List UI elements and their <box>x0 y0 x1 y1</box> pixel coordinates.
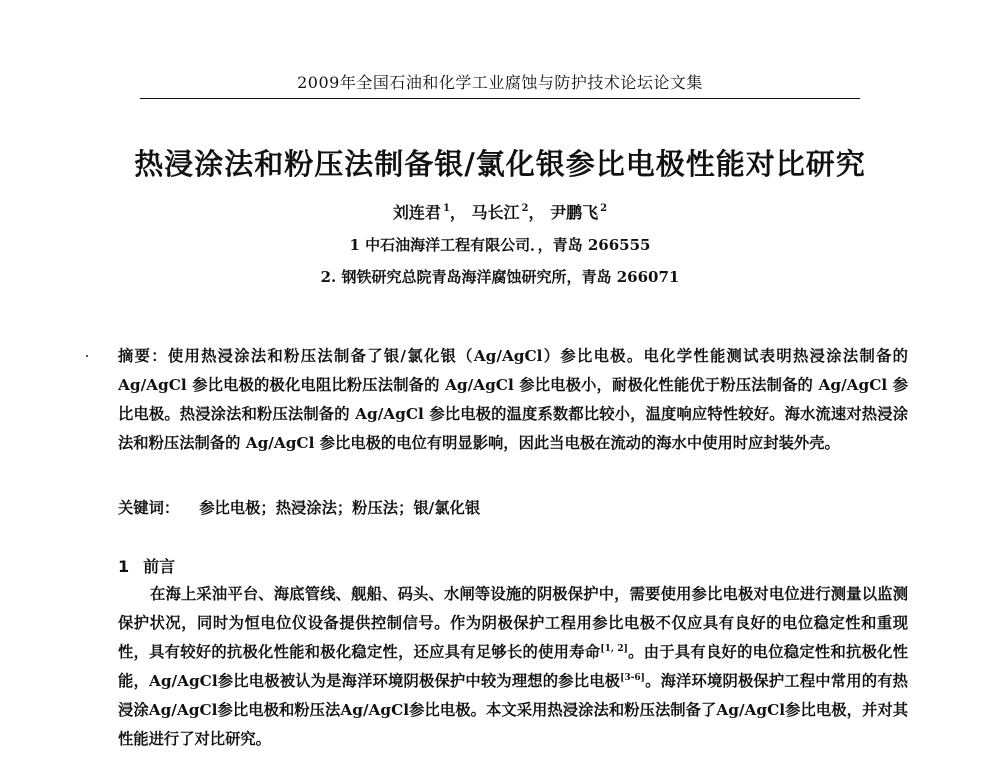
keywords-label: 关键词： <box>118 499 180 517</box>
abstract <box>118 342 908 458</box>
author-separator: ， <box>449 203 466 222</box>
abstract-text: 使用热浸涂法和粉压法制备了银/氯化银（Ag/AgCl）参比电极。电化学性能测试表明热浸涂法制备的 Ag/AgCl 参比电极的极化电阻比粉压法制备的 Ag/AgCl 参比电极小，耐极化性能优于粉压法制备的 Ag/AgCl 参比电极。热浸涂法和粉压法制备的 Ag/AgCl 参比电极的温度系数都比较小，温度响应特性较好。海水流速对热浸涂法和粉压法制备的 Ag/AgCl 参比电极的电位有明显影响，因此当电极在流动的海水中使用时应封装外壳。 <box>118 347 908 452</box>
section-heading <box>118 554 175 577</box>
paper-title: 热浸涂法和粉压法制备银/氯化银参比电极性能对比研究 <box>134 147 866 181</box>
header-rule <box>140 98 860 99</box>
author-name: 马长江 <box>471 203 520 222</box>
abstract-label: 摘要： <box>118 347 168 365</box>
section-number: 1 <box>118 557 130 576</box>
margin-mark <box>86 355 88 357</box>
intro-text-2: 。由于具有良好的电位稳定性和抗极化性能，Ag/AgCl参比电极被认为是海洋环境阴极保护中较为理想的参比电极 <box>118 643 908 690</box>
section-title: 前言 <box>143 557 176 576</box>
author-name: 尹鹏飞 <box>550 203 599 222</box>
running-header: 2009年全国石油和化学工业腐蚀与防护技术论坛论文集 <box>297 73 703 92</box>
author-affil-mark: 1 <box>442 203 450 214</box>
intro-text-3: 。海洋环境阴极保护工程中常用的有热浸涂Ag/AgCl参比电极和粉压法Ag/AgCl参比电极。本文采用热浸涂法和粉压法制备了Ag/AgCl参比电极，并对其性能进行了对比研究。 <box>118 672 908 748</box>
author-name: 刘连君 <box>392 203 441 222</box>
keywords-values: 参比电极；热浸涂法；粉压法；银/氯化银 <box>199 499 481 517</box>
author-affil-mark: 2 <box>600 203 608 214</box>
author-separator: ， <box>528 203 545 222</box>
intro-paragraph <box>118 580 908 754</box>
intro-text-1: 在海上采油平台、海底管线、舰船、码头、水闸等设施的阴极保护中，需要使用参比电极对电位进行测量以监测保护状况，同时为恒电位仪设备提供控制信号。作为阴极保护工程用参比电极不仅应具有良好的电位稳定性和重现性，具有较好的抗极化性能和极化稳定性，还应具有足够长的使用寿命 <box>118 585 908 661</box>
author-list <box>100 200 900 223</box>
affiliation-2: 2. 钢铁研究总院青岛海洋腐蚀研究所，青岛 266071 <box>320 268 680 286</box>
affiliation-1: 1 中石油海洋工程有限公司．，青岛 266555 <box>349 236 651 254</box>
citation: [1, 2] <box>600 644 628 654</box>
keywords <box>118 496 480 518</box>
author-affil-mark: 2 <box>521 203 529 214</box>
citation: [3-6] <box>620 673 645 683</box>
